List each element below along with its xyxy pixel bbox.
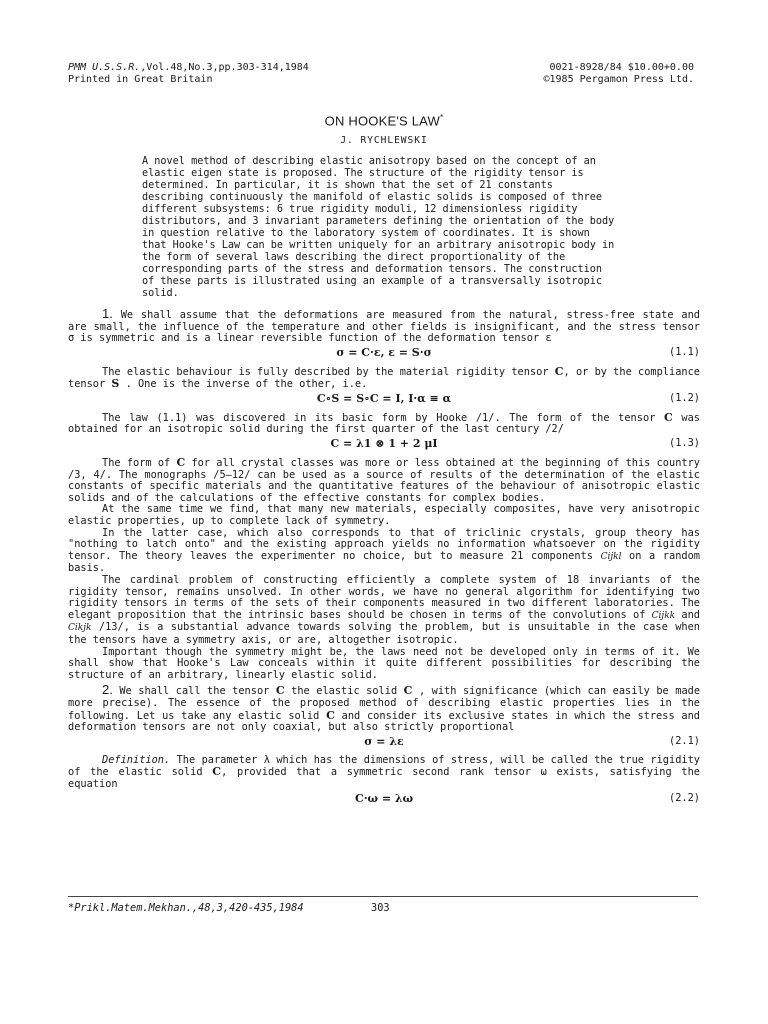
equation-1-1-number: (1.1) [669, 345, 700, 358]
printed-in: Printed in Great Britain [68, 74, 213, 85]
issn-price: 0021-8928/84 $10.00+0.00 [549, 62, 694, 73]
paragraph-text: for all crystal classes was more or less obtained at the beginning of this country /3, 4/. The monographs /5—12/ can be used as a source of results of the determination of the elastic constants of specific materials and the quantitative features of the behaviour of anisotropic elastic solids and of the calculations of the effective constants for complex bodies. [68, 457, 700, 504]
running-header [68, 62, 700, 88]
title-footnote-mark: * [440, 113, 444, 122]
journal-name: PMM U.S.S.R. [68, 62, 141, 73]
symbol-Cijkl: Cijkl [600, 551, 622, 562]
section-1-text: We shall assume that the deformations are measured from the natural, stress-free state and are small, the influence of the temperature and other fields is insignificant, and the stress tensor σ is symmetric and is a linear reversible function of the deformation tensor ε [68, 308, 700, 345]
paragraph-hooke-history [68, 412, 700, 436]
paragraph-triclinic [68, 528, 700, 575]
journal-citation: ,Vol.48,No.3,pp.303-314,1984 [140, 62, 309, 73]
paragraph-text: In the latter case, which also corresponds to that of triclinic crystals, group theory has "nothing to latch onto" and the existing approach yields no information whatsoever on the rigidity tensor. The theory leaves the experimenter no choice, but to measure 21 components [68, 526, 700, 562]
equation-2-2 [68, 793, 700, 807]
paragraph-definition [68, 755, 700, 791]
header-citation-block [68, 62, 309, 86]
paragraph-text: on a random basis. [68, 549, 701, 575]
paragraph-rigidity [68, 366, 700, 391]
symbol-C: C [176, 456, 186, 470]
equation-1-2-expression: C∘S = S∘C = I, I·α ≡ α [316, 391, 452, 405]
paragraph-cardinal-problem [68, 575, 700, 647]
footnote-rule [68, 896, 698, 897]
symbol-C: C [275, 684, 285, 698]
equation-2-2-expression: C·ω = λω [354, 791, 414, 805]
copyright-line: ©1985 Pergamon Press Ltd. [543, 74, 694, 85]
paragraph-composites: At the same time we find, that many new materials, especially composites, have very anisotropic elastic properties, up to complete lack of symmetry. [68, 503, 700, 528]
symbol-Cijkk: Cijkk [651, 610, 676, 621]
equation-2-1-expression: σ = λε [364, 734, 404, 748]
paper-title [68, 110, 700, 128]
page-footer [68, 896, 698, 915]
footnote-line [68, 903, 698, 915]
equation-1-1-expression: σ = C·ε, ε = S·σ [336, 345, 432, 359]
paragraph-text: The elastic behaviour is fully described by the material rigidity tensor [102, 365, 549, 378]
paragraph-symmetry: Important though the symmetry might be, the laws need not be developed only in terms of it. We shall show that Hooke's Law conceals within it quite different possibilities for describing the structure of an arbitrary, linearly elastic solid. [68, 645, 700, 681]
section-2-number: 2. [102, 682, 113, 698]
paragraph-text: and consider its exclusive states in which the stress and deformation tensors are not only coaxial, but also strictly proportional [68, 709, 701, 734]
equation-2-2-number: (2.2) [669, 791, 700, 804]
paper-body [68, 305, 701, 807]
equation-2-1-number: (2.1) [669, 734, 700, 747]
symbol-C: C [326, 708, 335, 722]
definition-label: Definition. [102, 753, 171, 766]
abstract: A novel method of describing elastic anisotropy based on the concept of an elastic eigen state is proposed. The structure of the rigidity tensor is determined. In particular, it is shown that the set of 21 constants describing continuously the manifold of elastic solids is composed of three different subsystems: 6 true rigidity moduli, 12 dimensionless rigidity distributors, and 3 invariant parameters defining the orientation of the body in question relative to the laboratory system of coordinates. It is shown that Hooke's Law can be written uniquely for an arbitrary anisotropic body in the form of several laws describing the direct proportionality of the corresponding parts of the stress and deformation tensors. The construction of these parts is illustrated using an example of a transversally isotropic solid. [142, 155, 615, 299]
equation-1-3-number: (1.3) [669, 437, 700, 450]
paper-title-text: ON HOOKE'S LAW [324, 113, 440, 129]
paragraph-text: was obtained for an isotropic solid during the first quarter of the last century /2/ [68, 411, 701, 436]
paragraph-text: The parameter λ which has the dimensions of stress, will be called the true rigidity of the elastic solid [68, 753, 700, 779]
equation-1-2 [68, 393, 700, 407]
equation-1-3-expression: C = λ1 ⊗ 1 + 2 μI [330, 437, 438, 451]
equation-2-1 [68, 736, 700, 750]
paragraph-text: and [681, 608, 701, 621]
section-2-paragraph [68, 684, 700, 733]
journal-page [68, 62, 700, 812]
paragraph-text: /13/, is a substantial advance towards solving the problem, but is unsuitable in the case when the tensors have a symmetry axis, or are, altogether isotropic. [68, 621, 701, 646]
equation-1-1 [68, 347, 700, 361]
header-publisher-block [543, 62, 694, 86]
symbol-C: C [664, 410, 673, 424]
symbol-S: S [111, 377, 120, 391]
page-number: 303 [371, 902, 390, 914]
symbol-Cikjk: Cikjk [68, 623, 92, 634]
paragraph-crystal-classes [68, 457, 700, 504]
paragraph-text: The cardinal problem of constructing efficiently a complete system of 18 invariants of the rigidity tensor, remains unsolved. In other words, we have no general algorithm for identifying two rigidity tensors in terms of the sets of their components measured in two different laboratories. The elegant proposition that the intrinsic bases should be chosen in terms of the convolutions of [68, 574, 700, 621]
paragraph-text: The law (1.1) was discovered in its basic form by Hooke /1/. The form of the tensor [102, 411, 656, 424]
paragraph-text: The form of [102, 457, 171, 470]
footnote-source: *Prikl.Matem.Mekhan.,48,3,420-435,1984 [68, 902, 304, 914]
equation-1-3 [68, 438, 700, 452]
paragraph-text: . One is the inverse of the other, i.e. [125, 378, 368, 391]
paragraph-text: , provided that a symmetric second rank tensor ω exists, satisfying the equation [68, 766, 700, 790]
paragraph-text: , with significance (which can easily be made more precise). The essence of the proposed method of describing elastic properties lies in the following. Let us take any elastic solid [68, 685, 701, 722]
paragraph-text: , or by the compliance tensor [68, 365, 700, 391]
symbol-C: C [554, 364, 564, 378]
equation-1-2-number: (1.2) [669, 391, 700, 404]
section-1-number: 1. [102, 305, 113, 321]
paragraph-text: the elastic solid [291, 685, 398, 698]
section-1-paragraph [68, 305, 700, 345]
symbol-C: C [403, 684, 413, 698]
paper-author: J. RYCHLEWSKI [340, 135, 428, 147]
paragraph-text: We shall call the tensor [119, 685, 270, 698]
symbol-C: C [212, 765, 222, 779]
